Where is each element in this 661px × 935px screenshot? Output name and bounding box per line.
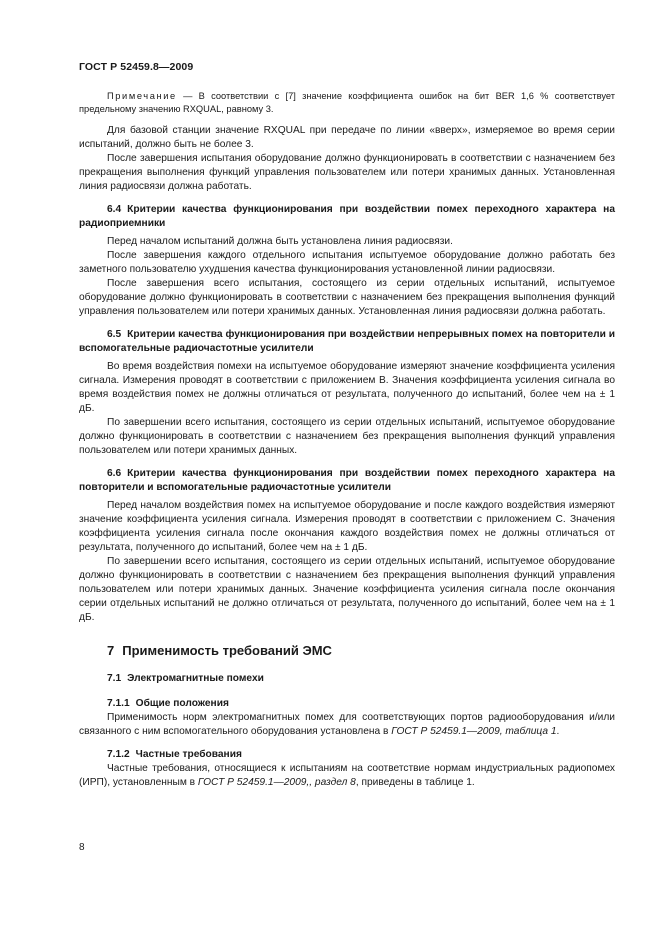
body-paragraph: Для базовой станции значение RXQUAL при передаче по линии «вверх», измеряемое во время серии испытаний, должно быть не более 3. <box>79 125 615 150</box>
section-heading-7-1-1: 7.1.1 Общие положения <box>107 698 229 709</box>
note-paragraph <box>79 90 615 115</box>
section-heading-6-6: 6.6 Критерии качества функционирования при воздействии помех переходного характера на повторители и вспомогательные радиочастотные усилители <box>79 468 615 493</box>
page-number: 8 <box>79 842 85 853</box>
body-paragraph: После завершения каждого отдельного испытания испытуемое оборудование должно работать без заметного пользователю ухудшения качества функционирования установленной линии радиосвязи. <box>79 250 615 275</box>
note-label: Примечание <box>107 91 177 101</box>
standard-reference: ГОСТ Р 52459.1—2009, таблица 1 <box>391 726 557 737</box>
body-paragraph: После завершения испытания оборудование должно функционировать в соответствии с назначением без прекращения выполнения функций управления пользователем или потери хранимых данных. Установленная линия радиосвязи должна работать. <box>79 153 615 192</box>
body-paragraph: Во время воздействия помехи на испытуемое оборудование измеряют значение коэффициента усиления сигнала. Измерения проводят в соответствии с приложением В. Значения коэффициента усиления сигнала во время воздействия помех не должны отличаться от результата, полученного до испытаний, более чем на ± 1 дБ. <box>79 361 615 414</box>
document-body <box>79 90 615 790</box>
section-heading-6-5: 6.5 Критерии качества функционирования при воздействии непрерывных помех на повторители и вспомогательные радиочастотные усилители <box>79 329 615 354</box>
section-heading-7: 7 Применимость требований ЭМС <box>107 643 332 658</box>
body-paragraph: По завершении всего испытания, состоящего из серии отдельных испытаний, испытуемое оборудование должно функционировать в соответствии с назначением без прекращения выполнения функций управления пользователем или потери хранимых данных. Значение коэффициента усиления сигнала после окончания серии отдельных испытаний не должно отличаться от результата, полученного до испытаний, более чем на ± 1 дБ. <box>79 556 615 623</box>
body-paragraph: Частные требования, относящиеся к испытаниям на соответствие нормам индустриальных радиопомех (ИРП), установленным в ГОСТ Р 52459.1—2009,, раздел 8, приведены в таблице 1. <box>79 763 615 788</box>
document-header: ГОСТ Р 52459.8—2009 <box>79 61 194 73</box>
section-heading-6-4: 6.4 Критерии качества функционирования при воздействии помех переходного характера на радиоприемники <box>79 204 615 229</box>
note-text: — В соответствии с [7] значение коэффициента ошибок на бит BER 1,6 % соответствует предельному значению RXQUAL, равному 3. <box>79 91 615 114</box>
body-paragraph: Перед началом испытаний должна быть установлена линия радиосвязи. <box>107 236 453 247</box>
body-paragraph: После завершения всего испытания, состоящего из серии отдельных испытаний, испытуемое оборудование должно функционировать в соответствии с назначением без прекращения выполнения функций управления пользователем или потери хранимых данных. Установленная линия радиосвязи должна работать. <box>79 278 615 317</box>
body-paragraph: По завершении всего испытания, состоящего из серии отдельных испытаний, испытуемое оборудование должно функционировать в соответствии с назначением без прекращения выполнения функций управления пользователем или потери хранимых данных. <box>79 417 615 456</box>
body-paragraph: Применимость норм электромагнитных помех для соответствующих портов радиооборудования и/или связанного с ним вспомогательного оборудования установлена в ГОСТ Р 52459.1—2009, таблица 1. <box>79 712 615 737</box>
section-heading-7-1-2: 7.1.2 Частные требования <box>107 749 242 760</box>
body-paragraph: Перед началом воздействия помех на испытуемое оборудование и после каждого воздействия измеряют значение коэффициента усиления сигнала. Измерения проводят в соответствии с приложением С. Значения коэффициента усиления сигнала после окончания каждого воздействия помех не должны отличаться от результата, полученного до испытаний, более чем на ± 1 дБ. <box>79 500 615 553</box>
standard-reference: ГОСТ Р 52459.1—2009,, раздел 8 <box>197 777 356 788</box>
section-heading-7-1: 7.1 Электромагнитные помехи <box>107 673 264 684</box>
